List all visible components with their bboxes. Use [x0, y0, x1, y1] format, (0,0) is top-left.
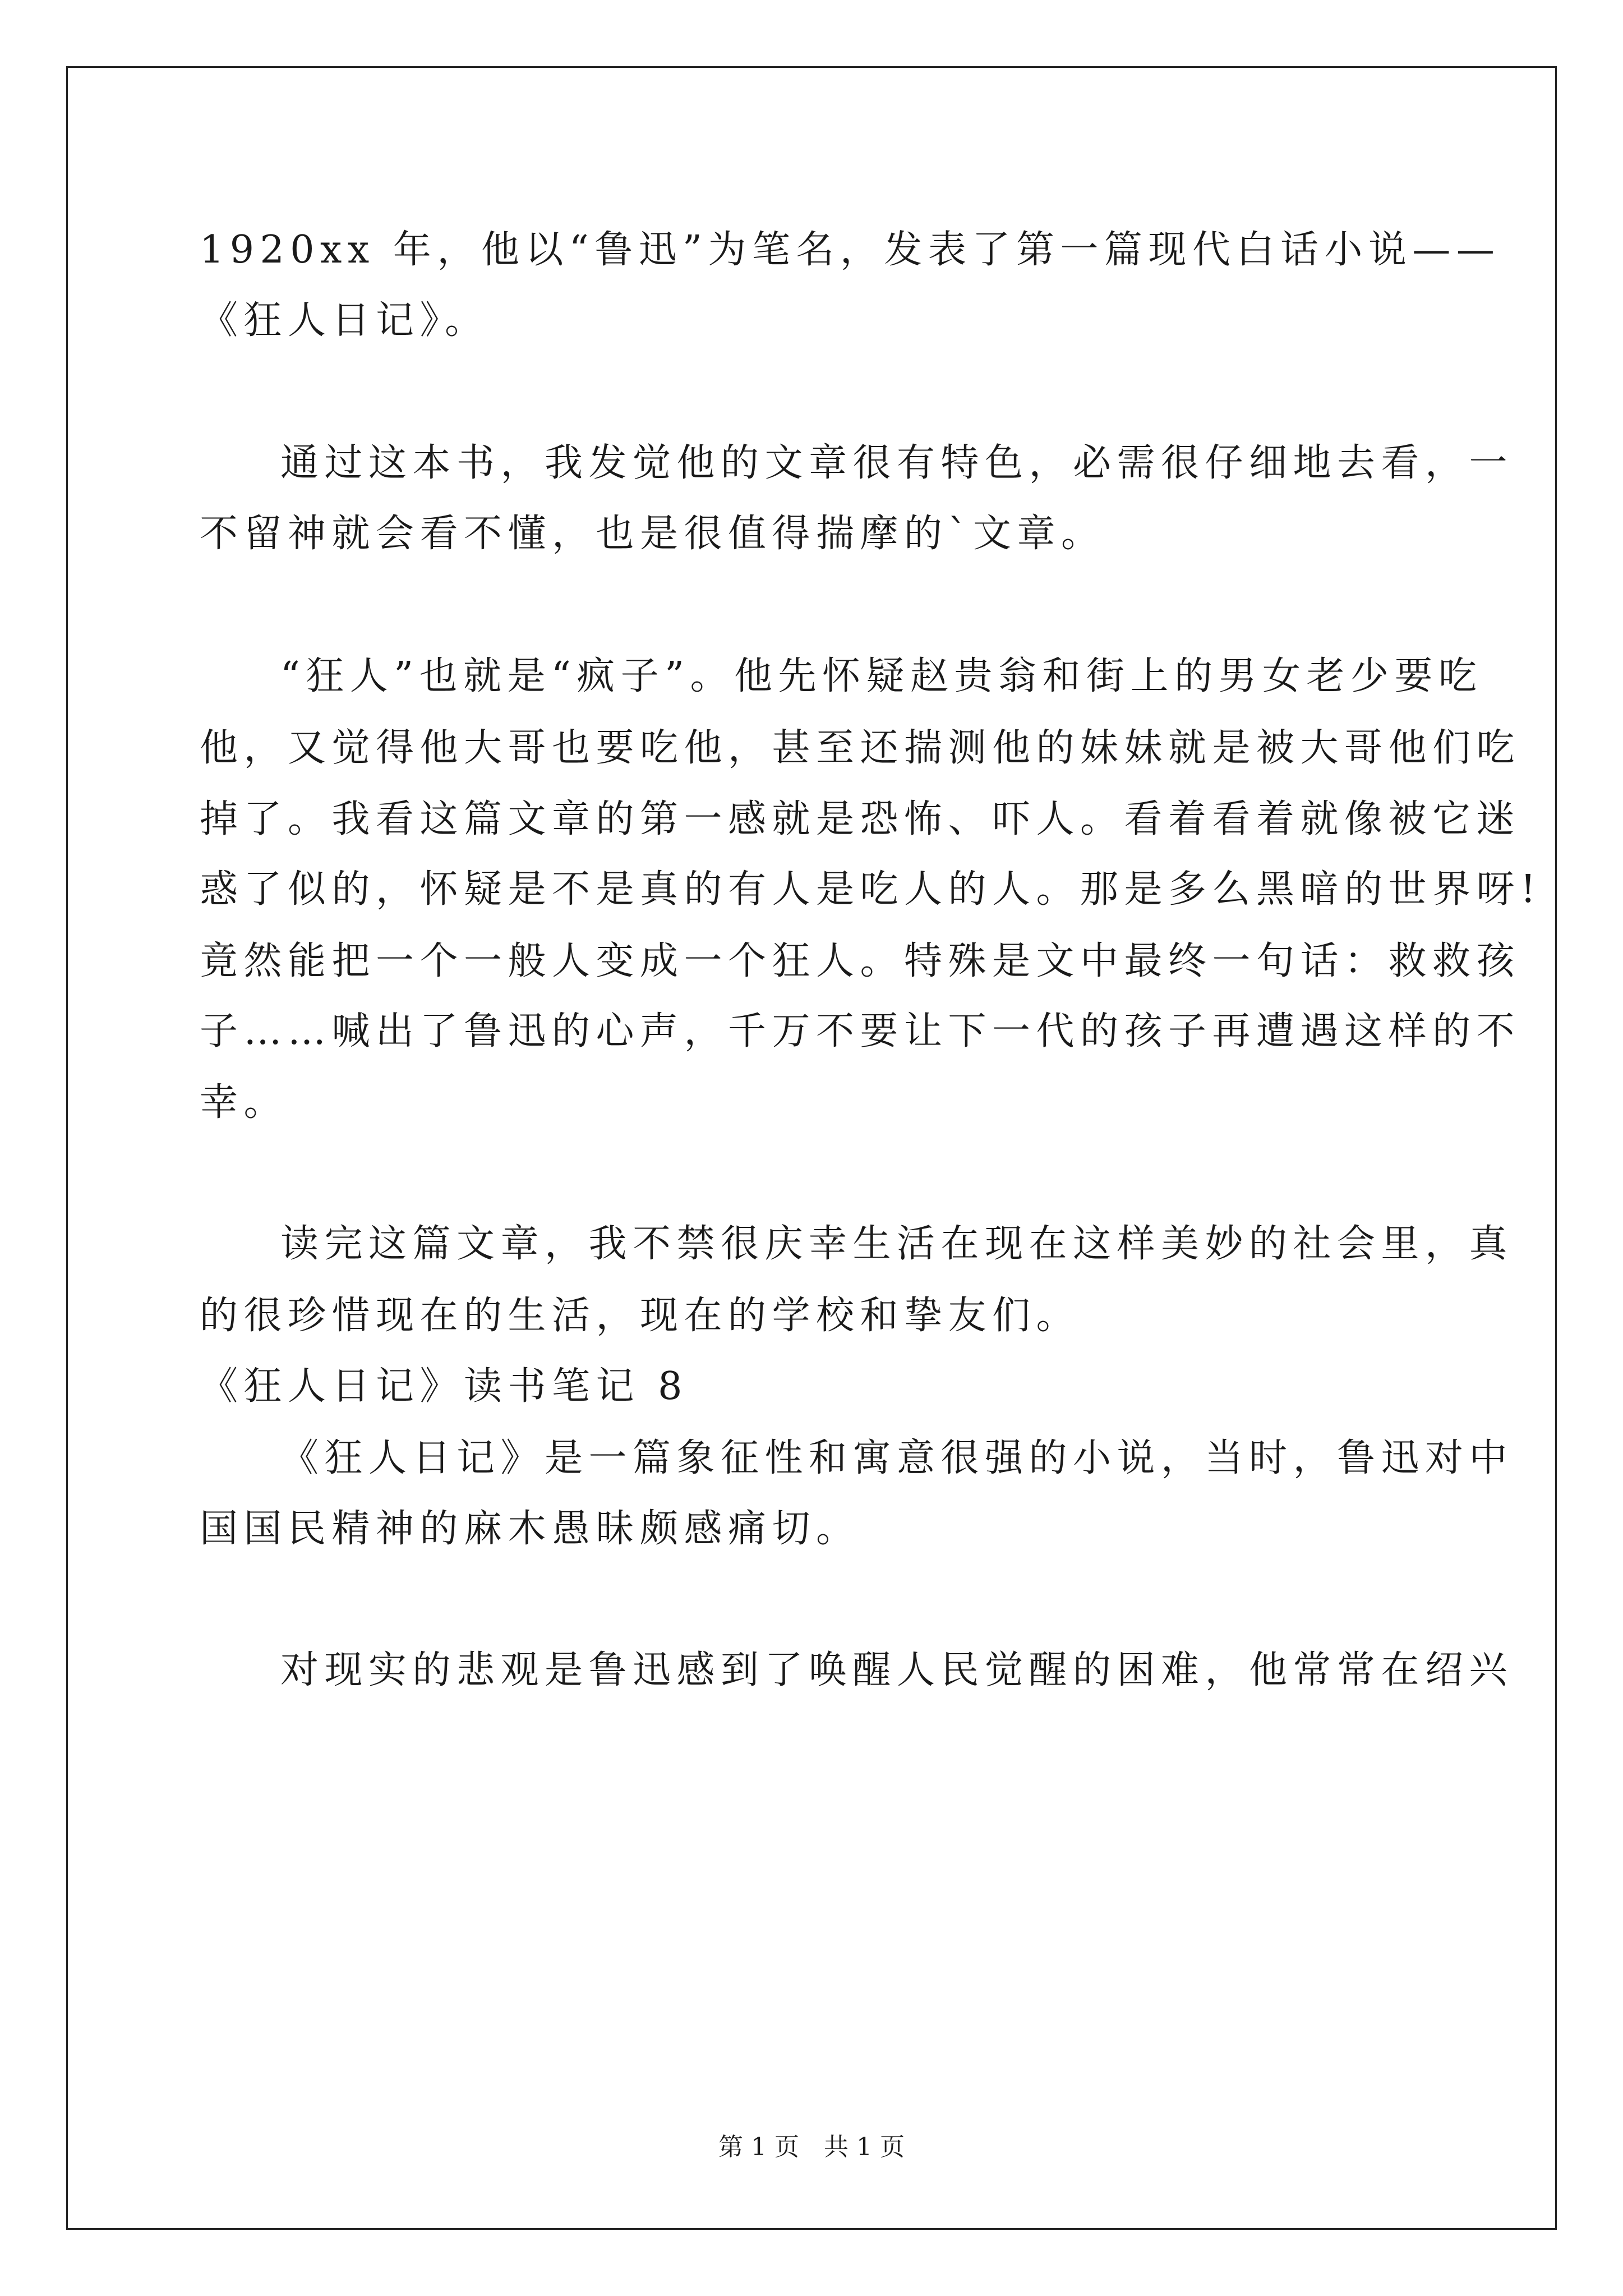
- text-line: 《狂人日记》是一篇象征性和寓意很强的小说，当时，鲁迅对中: [280, 1436, 1514, 1480]
- text-line: 《狂人日记》。: [200, 298, 489, 343]
- section-heading: 《狂人日记》读书笔记 8: [200, 1364, 688, 1409]
- text-line: 对现实的悲观是鲁迅感到了唤醒人民觉醒的困难，他常常在绍兴: [280, 1648, 1514, 1692]
- text-line: 惑了似的，怀疑是不是真的有人是吃人的人。那是多么黑暗的世界呀!: [200, 867, 1542, 912]
- text-line: 子……喊出了鲁迅的心声，千万不要让下一代的孩子再遭遇这样的不: [200, 1009, 1521, 1053]
- text-line: “狂人”也就是“疯子”。他先怀疑赵贵翁和街上的男女老少要吃: [280, 654, 1483, 698]
- text-line: 不留神就会看不懂，也是很值得揣摩的`文章。: [200, 512, 1105, 556]
- text-line: 通过这本书，我发觉他的文章很有特色，必需很仔细地去看，一: [280, 441, 1514, 485]
- text-line: 他，又觉得他大哥也要吃他，甚至还揣测他的妹妹就是被大哥他们吃: [200, 726, 1521, 770]
- text-line: 读完这篇文章，我不禁很庆幸生活在现在这样美妙的社会里，真: [280, 1222, 1514, 1266]
- text-line: 国国民精神的麻木愚昧颇感痛切。: [200, 1507, 860, 1551]
- text-line: 1920xx 年，他以“鲁迅”为笔名，发表了第一篇现代白话小说——: [200, 228, 1501, 272]
- text-line: 幸。: [200, 1080, 288, 1125]
- page-border: [66, 66, 1557, 2230]
- text-line: 竟然能把一个一般人变成一个狂人。特殊是文中最终一句话：救救孩: [200, 939, 1521, 983]
- text-line: 掉了。我看这篇文章的第一感就是恐怖、吓人。看着看着就像被它迷: [200, 797, 1521, 841]
- text-line: 的很珍惜现在的生活，现在的学校和挚友们。: [200, 1294, 1081, 1338]
- page-footer: 第 1 页 共 1 页: [718, 2133, 905, 2161]
